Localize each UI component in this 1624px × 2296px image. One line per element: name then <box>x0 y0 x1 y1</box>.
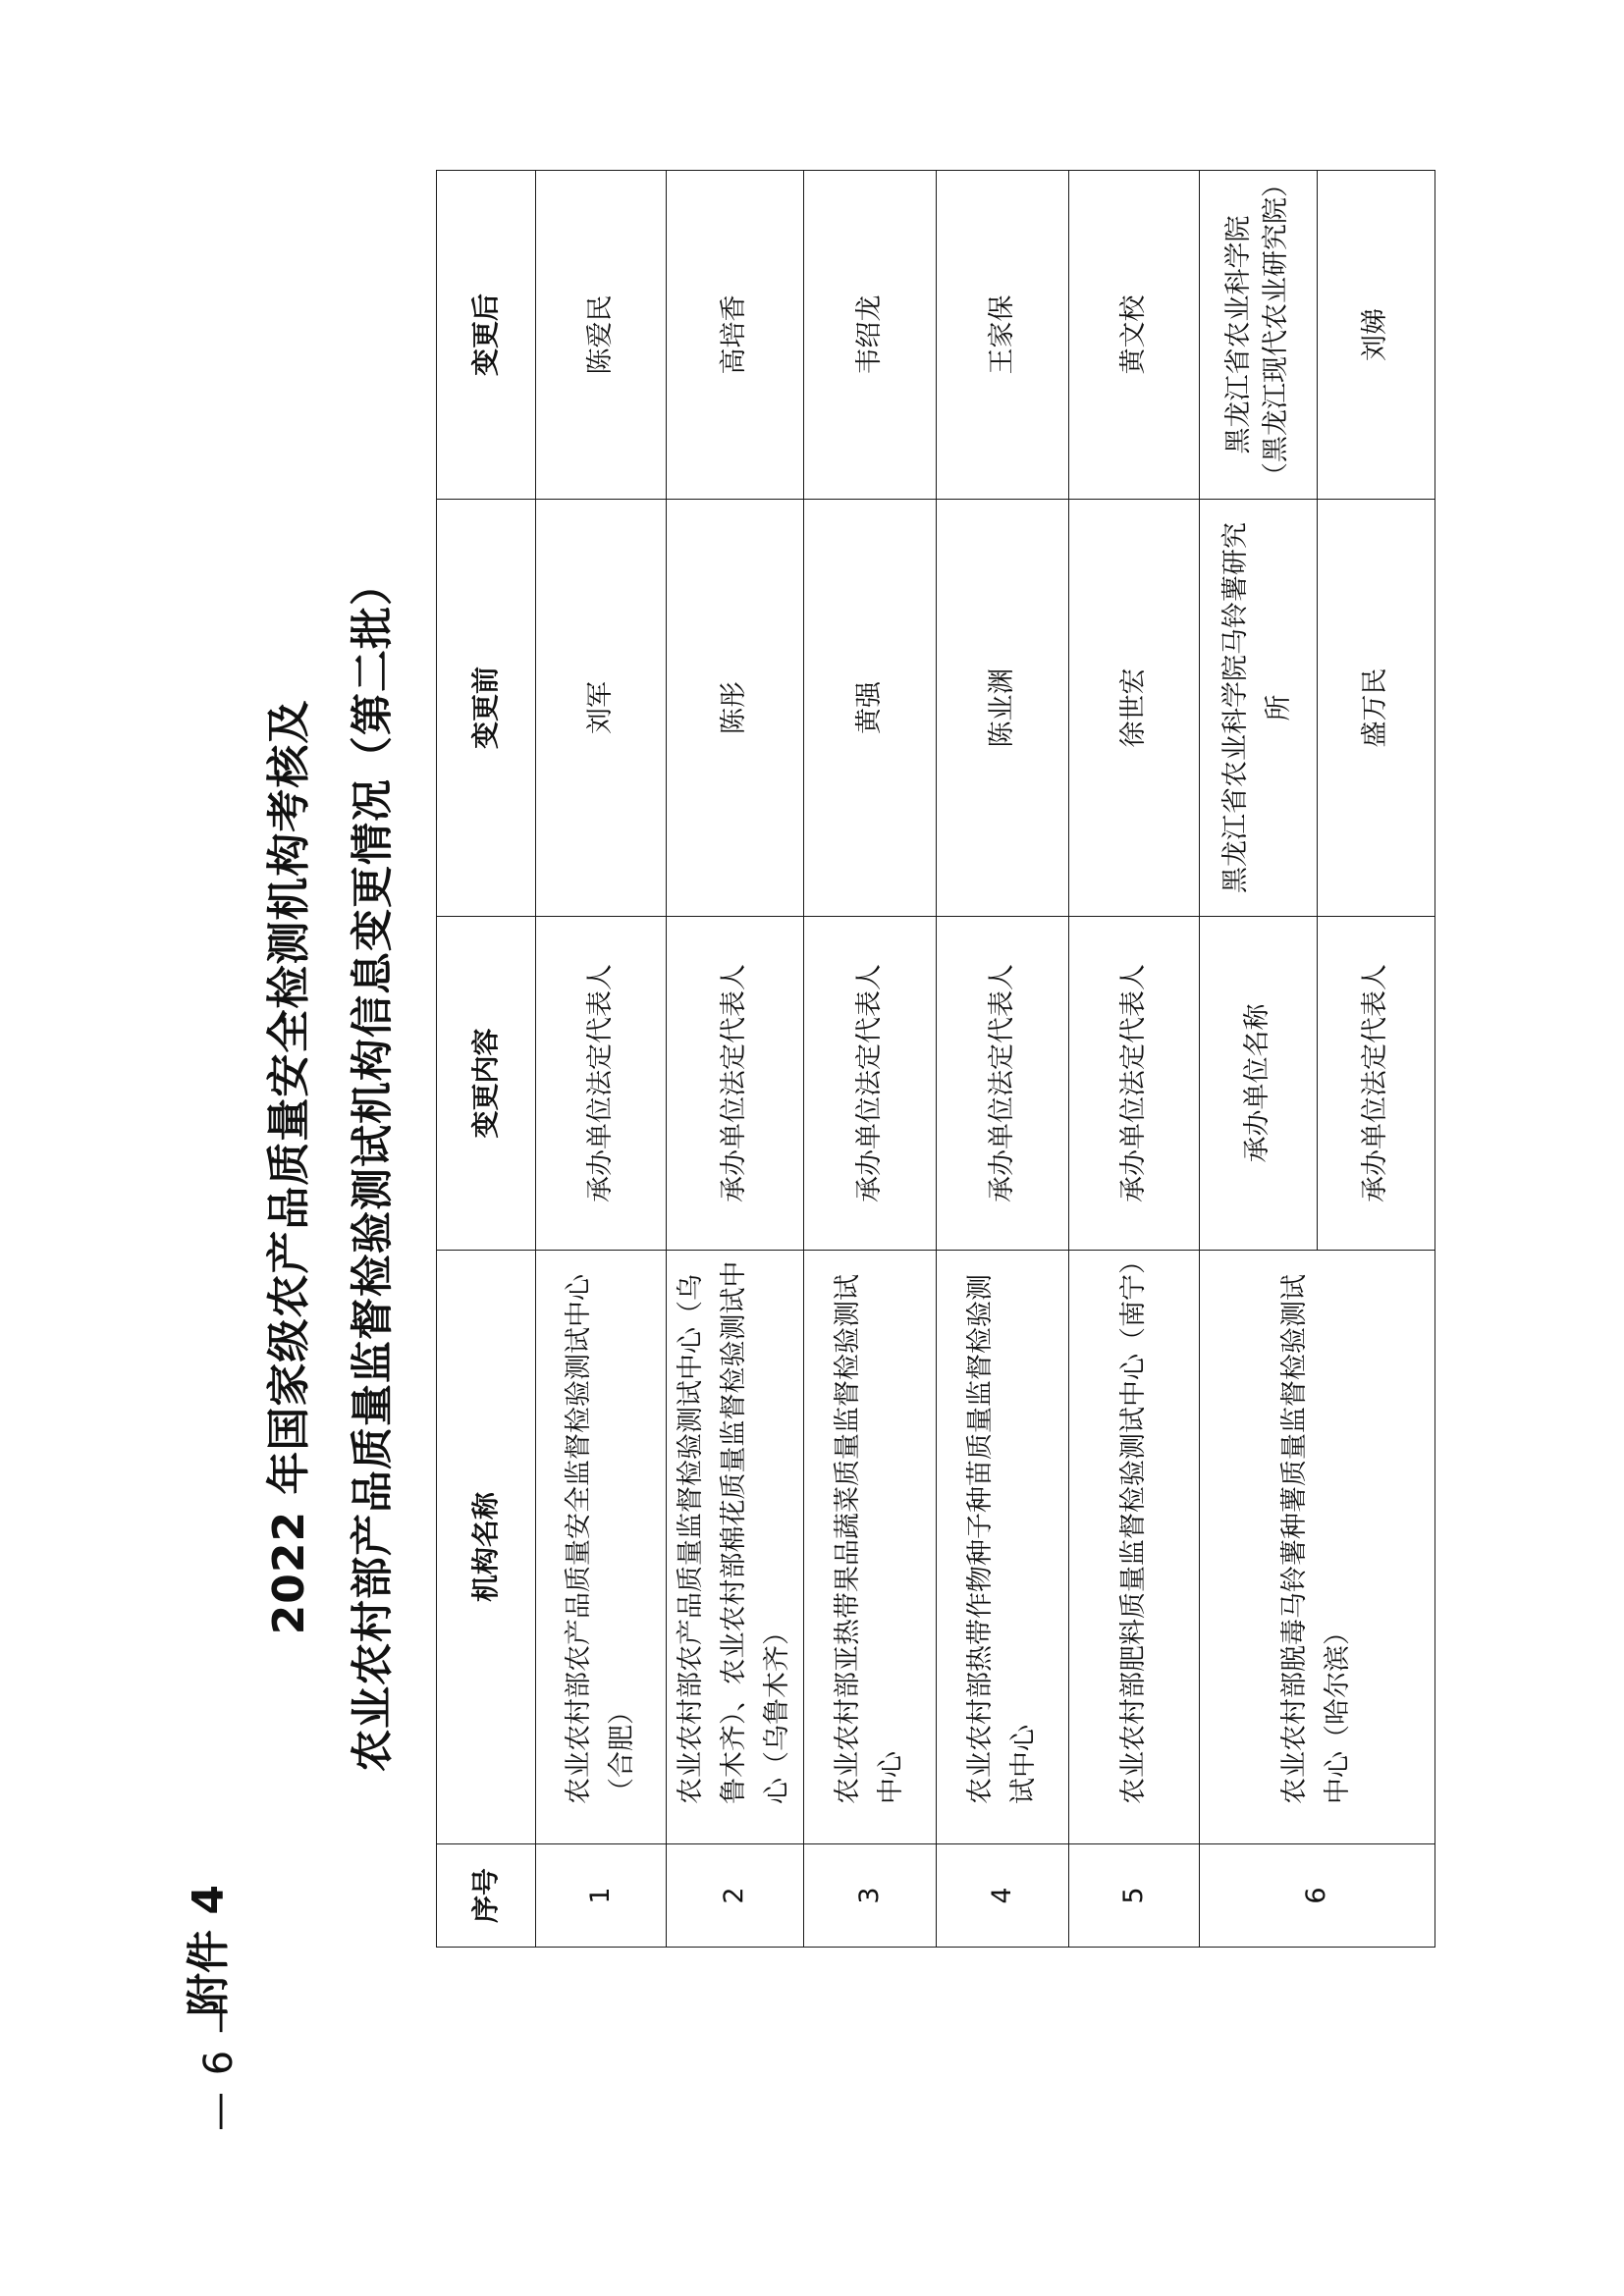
cell-before: 黑龙江省农业科学院马铃薯研究所 <box>1199 500 1317 917</box>
cell-after: 高培香 <box>666 171 803 500</box>
table-row <box>666 171 803 1948</box>
table-row <box>804 171 937 1948</box>
cell-content: 承办单位法定代表人 <box>936 917 1068 1251</box>
page-number: — 6 — <box>196 1993 242 2131</box>
cell-after: 黄文校 <box>1068 171 1199 500</box>
cell-before: 盛万民 <box>1317 500 1435 917</box>
header-before: 变更前 <box>437 500 536 917</box>
cell-seq: 2 <box>666 1844 803 1948</box>
cell-seq: 1 <box>536 1844 667 1948</box>
table-header-row <box>437 171 536 1948</box>
cell-name: 农业农村部农产品质量安全监督检验测试中心（合肥） <box>536 1251 667 1844</box>
cell-after <box>1199 171 1317 500</box>
cell-seq: 4 <box>936 1844 1068 1948</box>
cell-content: 承办单位法定代表人 <box>536 917 667 1251</box>
attachment-label: 附件 4 <box>184 1885 234 2016</box>
cell-after: 陈爱民 <box>536 171 667 500</box>
header-name: 机构名称 <box>437 1251 536 1844</box>
cell-before: 陈彤 <box>666 500 803 917</box>
cell-name: 农业农村部热带作物种子种苗质量监督检验测试中心 <box>936 1251 1068 1844</box>
cell-name: 农业农村部农产品质量监督检验测试中心（乌鲁木齐）、农业农村部棉花质量监督检验测试中心（乌鲁木齐） <box>666 1251 803 1844</box>
header-after: 变更后 <box>437 171 536 500</box>
header-seq: 序号 <box>437 1844 536 1948</box>
table-row <box>936 171 1068 1948</box>
cell-name: 农业农村部脱毒马铃薯种薯质量监督检验测试中心（哈尔滨） <box>1199 1251 1435 1844</box>
document-title-line-1: 2022 年国家级农产品质量安全检测机构考核及 <box>264 699 314 1635</box>
cell-before: 陈业渊 <box>936 500 1068 917</box>
cell-after: 王家保 <box>936 171 1068 500</box>
cell-seq: 5 <box>1068 1844 1199 1948</box>
table-row <box>1199 171 1317 1948</box>
cell-content: 承办单位法定代表人 <box>666 917 803 1251</box>
cell-name: 农业农村部亚热带果品蔬菜质量监督检验测试中心 <box>804 1251 937 1844</box>
cell-after: 刘娣 <box>1317 171 1435 500</box>
cell-seq: 3 <box>804 1844 937 1948</box>
cell-before: 刘军 <box>536 500 667 917</box>
cell-before: 黄强 <box>804 500 937 917</box>
cell-after-line-2: （黑龙江现代农业研究院） <box>1261 171 1292 489</box>
cell-content: 承办单位法定代表人 <box>1317 917 1435 1251</box>
cell-seq: 6 <box>1199 1844 1435 1948</box>
cell-before: 徐世宏 <box>1068 500 1199 917</box>
header-content: 变更内容 <box>437 917 536 1251</box>
table-row <box>536 171 667 1948</box>
document-title-line-2: 农业农村部产品质量监督检验测试机构信息变更情况（第二批） <box>349 562 398 1772</box>
cell-content: 承办单位名称 <box>1199 917 1317 1251</box>
table-row <box>1068 171 1199 1948</box>
cell-content: 承办单位法定代表人 <box>1068 917 1199 1251</box>
cell-content: 承办单位法定代表人 <box>804 917 937 1251</box>
cell-after: 韦绍龙 <box>804 171 937 500</box>
cell-name: 农业农村部肥料质量监督检验测试中心（南宁） <box>1068 1251 1199 1844</box>
cell-after-line-1: 黑龙江省农业科学院 <box>1223 215 1255 454</box>
change-info-table <box>436 170 1435 1948</box>
